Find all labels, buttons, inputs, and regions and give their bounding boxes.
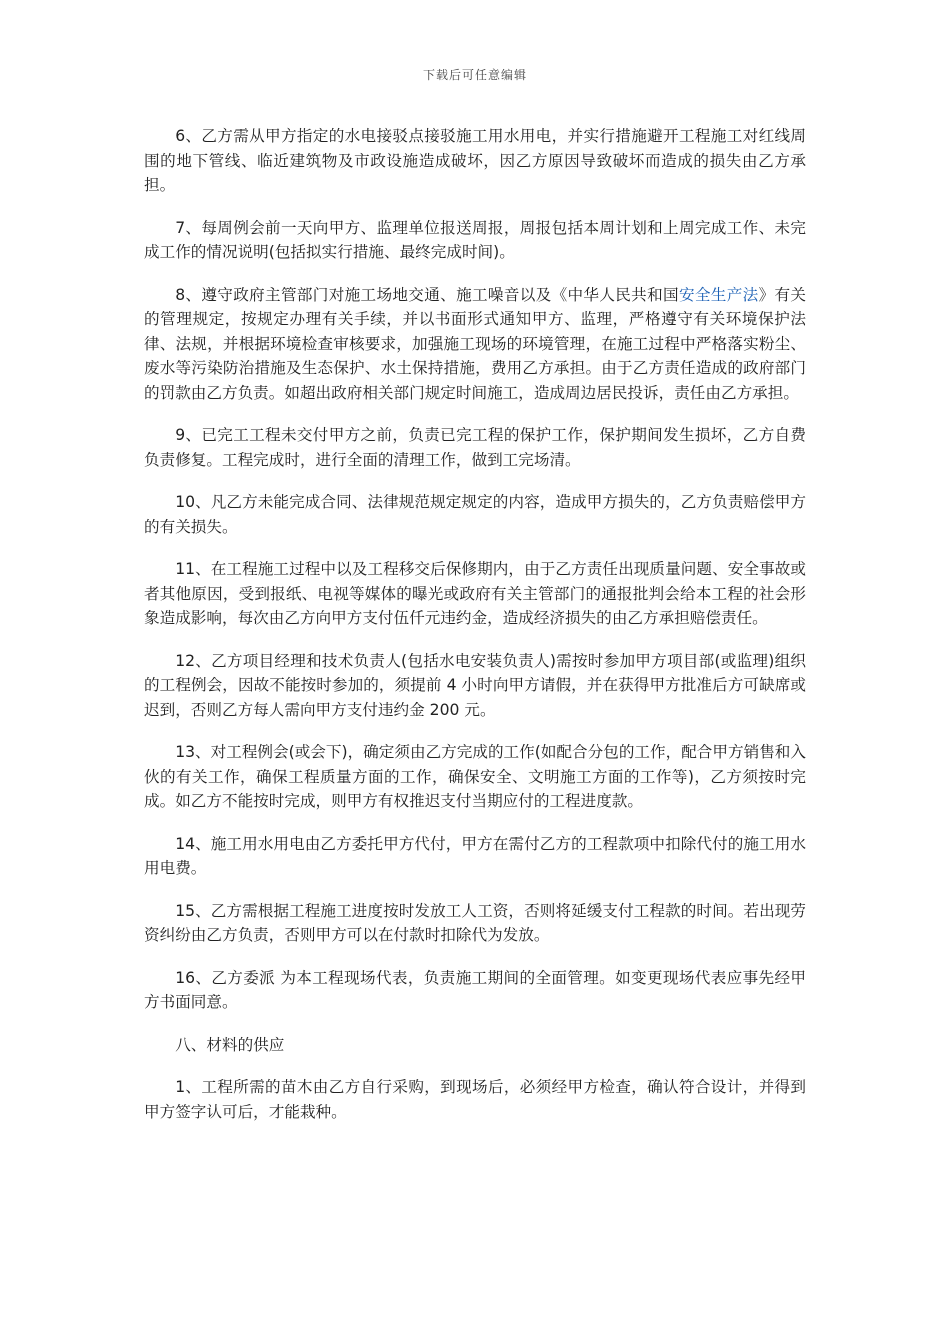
safety-law-link[interactable]: 安全生产法 (678, 285, 759, 304)
paragraph-8-text-before: 8、遵守政府主管部门对施工场地交通、施工噪音以及《中华人民共和国 (175, 285, 679, 304)
paragraph-11: 11、在工程施工过程中以及工程移交后保修期内，由于乙方责任出现质量问题、安全事故或者其他原因，受到报纸、电视等媒体的曝光或政府有关主管部门的通报批判会给本工程的社会形象造成影响，每次由乙方向甲方支付伍仟元违约金，造成经济损失的由乙方承担赔偿责任。 (144, 560, 806, 627)
paragraph-15: 15、乙方需根据工程施工进度按时发放工人工资，否则将延缓支付工程款的时间。若出现劳资纠纷由乙方负责，否则甲方可以在付款时扣除代为发放。 (144, 901, 806, 944)
materials-paragraph-1: 1、工程所需的苗木由乙方自行采购，到现场后，必须经甲方检查，确认符合设计，并得到甲方签字认可后，才能栽种。 (144, 1078, 806, 1121)
paragraph-7: 7、每周例会前一天向甲方、监理单位报送周报，周报包括本周计划和上周完成工作、未完成工作的情况说明(包括拟实行措施、最终完成时间)。 (144, 218, 806, 261)
section-heading-materials: 八、材料的供应 (175, 1035, 285, 1054)
paragraph-10: 10、凡乙方未能完成合同、法律规范规定规定的内容，造成甲方损失的，乙方负责赔偿甲方的有关损失。 (144, 493, 806, 536)
paragraph-9: 9、已完工工程未交付甲方之前，负责已完工程的保护工作，保护期间发生损坏，乙方自费负责修复。工程完成时，进行全面的清理工作，做到工完场清。 (144, 426, 806, 469)
paragraph-6: 6、乙方需从甲方指定的水电接驳点接驳施工用水用电，并实行措施避开工程施工对红线周围的地下管线、临近建筑物及市政设施造成破坏，因乙方原因导致破坏而造成的损失由乙方承担。 (144, 127, 806, 194)
document-body (144, 124, 806, 1142)
paragraph-12: 12、乙方项目经理和技术负责人(包括水电安装负责人)需按时参加甲方项目部(或监理)组织的工程例会，因故不能按时参加的，须提前 4 小时向甲方请假，并在获得甲方批准后方可缺席或迟到，否则乙方每人需向甲方支付违约金 200 元。 (144, 651, 806, 719)
paragraph-13: 13、对工程例会(或会下)，确定须由乙方完成的工作(如配合分包的工作，配合甲方销售和入伙的有关工作，确保工程质量方面的工作，确保安全、文明施工方面的工作等)，乙方须按时完成。如乙方不能按时完成，则甲方有权推迟支付当期应付的工程进度款。 (144, 743, 806, 810)
paragraph-8 (144, 283, 806, 406)
page-header: 下载后可任意编辑 (422, 68, 527, 82)
paragraph-8-text-after: 》有关的管理规定，按规定办理有关手续，并以书面形式通知甲方、监理，严格遵守有关环境保护法律、法规，并根据环境检查审核要求，加强施工现场的环境管理，在施工过程中严格落实粉尘、废水等污染防治措施及生态保护、水土保持措施，费用乙方承担。由于乙方责任造成的政府部门的罚款由乙方负责。如超出政府相关部门规定时间施工，造成周边居民投诉，责任由乙方承担。 (144, 285, 806, 402)
paragraph-14: 14、施工用水用电由乙方委托甲方代付，甲方在需付乙方的工程款项中扣除代付的施工用水用电费。 (144, 834, 806, 877)
paragraph-16: 16、乙方委派 为本工程现场代表，负责施工期间的全面管理。如变更现场代表应事先经甲方书面同意。 (144, 968, 806, 1011)
